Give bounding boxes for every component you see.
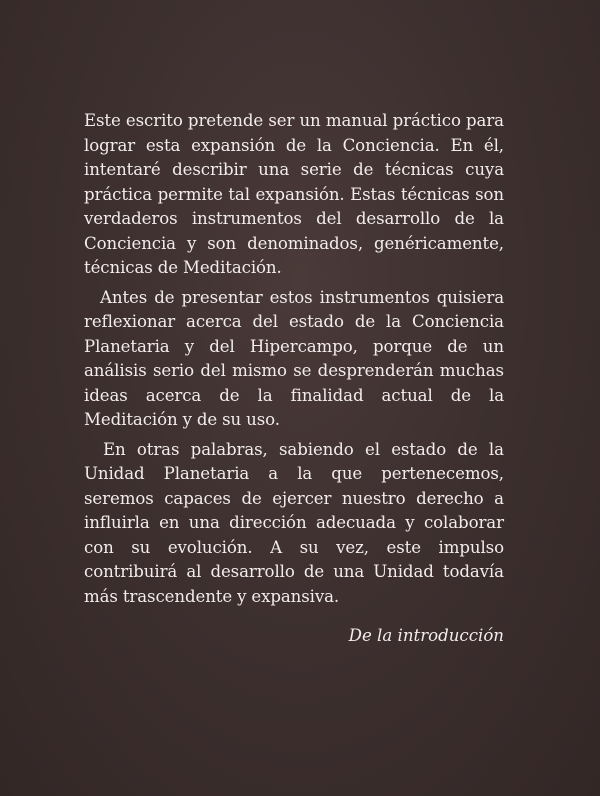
word: son — [475, 184, 504, 204]
word: Conciencia. — [342, 135, 440, 155]
text-line — [84, 207, 504, 232]
word: En — [103, 439, 126, 459]
word: acerca — [186, 312, 242, 331]
word: un — [482, 336, 504, 356]
word: Este — [84, 111, 121, 130]
word: trascendente — [122, 586, 233, 606]
word: de — [454, 209, 475, 228]
word: estado — [288, 312, 344, 331]
word: Meditación. — [182, 258, 282, 277]
word: de — [447, 336, 468, 356]
word: su — [131, 537, 151, 557]
word: cuya — [465, 160, 504, 179]
text-line — [84, 232, 504, 257]
word: al — [186, 562, 202, 581]
word: del — [209, 336, 235, 356]
word: dirección — [229, 513, 307, 532]
word: más — [84, 586, 118, 606]
word: Meditación — [84, 410, 178, 429]
word: instrumentos — [191, 209, 302, 228]
word: la — [488, 439, 504, 459]
word: esta — [145, 135, 181, 155]
word: a — [494, 488, 504, 508]
word: expansión. — [255, 184, 345, 204]
word: el — [364, 439, 380, 459]
word: de — [154, 287, 175, 307]
word: sabiendo — [279, 439, 354, 459]
text-line — [84, 183, 504, 208]
text-line — [84, 585, 504, 610]
word: palabras, — [190, 439, 268, 459]
text-line — [84, 256, 504, 281]
word: de — [241, 488, 262, 508]
word: él, — [483, 135, 504, 155]
word: ejercer — [272, 488, 332, 508]
word: una — [188, 513, 220, 532]
text-line — [84, 310, 504, 335]
word: colaborar — [423, 513, 504, 532]
word: un — [299, 111, 321, 130]
word: serie — [300, 160, 342, 179]
text-line — [84, 286, 504, 311]
word: ser — [268, 111, 295, 130]
word: acerca — [145, 385, 202, 405]
text-line — [84, 462, 504, 487]
text-line — [84, 335, 504, 360]
word: su — [222, 410, 242, 429]
word: porque — [373, 336, 433, 356]
word: en — [159, 513, 180, 532]
text-line — [84, 158, 504, 183]
word: intentaré — [84, 160, 161, 179]
text-line — [84, 384, 504, 409]
word: de — [285, 135, 307, 155]
text-line — [84, 134, 504, 159]
word: y — [182, 410, 192, 429]
word: Unidad — [84, 464, 145, 483]
word: genéricamente, — [374, 233, 504, 253]
word: estos — [269, 287, 313, 307]
word: práctica — [84, 184, 153, 204]
text-line — [84, 536, 504, 561]
word: actual — [381, 385, 433, 405]
word: adecuada — [315, 513, 396, 532]
word: Planetaria — [163, 464, 250, 483]
word: muchas — [439, 361, 504, 380]
word: presentar — [181, 287, 263, 307]
word: Antes — [100, 287, 148, 307]
word: contribuirá — [84, 562, 178, 581]
word: A — [270, 537, 282, 557]
word: ideas — [84, 385, 128, 405]
word: tal — [228, 184, 250, 204]
word: manual — [325, 111, 388, 130]
word: práctico — [392, 111, 461, 130]
word: expansiva. — [251, 586, 340, 606]
paragraph-1 — [84, 109, 504, 281]
word: la — [386, 312, 402, 331]
word: otras — [136, 439, 180, 459]
body-text — [84, 109, 504, 609]
word: de — [196, 410, 218, 429]
word: vez, — [336, 537, 369, 557]
word: son — [207, 233, 237, 253]
word: desprenderán — [317, 361, 434, 380]
word: la — [316, 135, 332, 155]
word: y — [184, 336, 195, 356]
word: impulso — [438, 537, 504, 557]
word: pretende — [187, 111, 264, 130]
word: evolución. — [167, 537, 253, 557]
text-line — [84, 487, 504, 512]
word: desarrollo — [355, 209, 441, 228]
word: del — [252, 312, 278, 331]
word: En — [450, 135, 474, 155]
text-line — [84, 109, 504, 134]
word: técnicas — [384, 160, 454, 179]
word: este — [386, 537, 421, 557]
word: que — [331, 464, 363, 483]
word: serio — [152, 361, 195, 380]
text-line — [84, 359, 504, 384]
word: reflexionar — [84, 312, 176, 331]
text-line — [84, 408, 504, 433]
text-line — [84, 511, 504, 536]
word: lograr — [84, 135, 136, 155]
word: de — [219, 385, 240, 405]
word: instrumentos — [319, 287, 430, 307]
word: y — [186, 233, 197, 253]
word: de — [157, 258, 178, 277]
word: a — [268, 464, 279, 483]
word: una — [258, 160, 290, 179]
word: influirla — [84, 513, 150, 532]
word: de — [303, 562, 325, 581]
word: derecho — [416, 488, 484, 508]
attribution: De la introducción — [348, 626, 504, 645]
word: estado — [391, 439, 447, 459]
word: desarrollo — [210, 562, 295, 581]
word: una — [333, 562, 365, 581]
word: análisis — [84, 361, 147, 380]
word: Unidad — [373, 562, 434, 581]
word: describir — [172, 160, 247, 179]
word: Estas — [350, 184, 396, 204]
word: finalidad — [290, 385, 364, 405]
word: expansión — [191, 135, 276, 155]
word: pertenecemos, — [381, 464, 504, 483]
word: para — [466, 111, 504, 130]
word: Conciencia — [411, 312, 504, 331]
word: de — [353, 160, 374, 179]
paragraph-3 — [84, 438, 504, 610]
word: de — [450, 385, 471, 405]
word: la — [488, 385, 504, 405]
word: denominados, — [247, 233, 364, 253]
word: técnicas — [400, 184, 470, 204]
word: verdaderos — [84, 209, 178, 228]
word: del — [200, 361, 226, 380]
word: Conciencia — [84, 233, 176, 253]
word: su — [299, 537, 319, 557]
word: capaces — [164, 488, 231, 508]
paragraph-2 — [84, 286, 504, 433]
word: y — [237, 586, 247, 606]
word: del — [316, 209, 342, 228]
word: todavía — [442, 562, 504, 581]
word: uso. — [246, 410, 280, 429]
word: Planetaria — [84, 336, 170, 356]
word: la — [488, 209, 504, 228]
word: nuestro — [341, 488, 406, 508]
word: de — [354, 312, 376, 331]
word: con — [84, 537, 114, 557]
word: la — [257, 385, 273, 405]
word: mismo — [232, 361, 287, 380]
word: y — [405, 513, 415, 532]
word: seremos — [84, 488, 154, 508]
word: técnicas — [84, 258, 153, 277]
word: Hipercampo, — [249, 336, 358, 356]
word: escrito — [125, 111, 183, 130]
word: permite — [157, 184, 223, 204]
text-line — [84, 438, 504, 463]
word: la — [297, 464, 313, 483]
word: de — [457, 439, 478, 459]
word: se — [293, 361, 312, 380]
text-line — [84, 560, 504, 585]
word: quisiera — [436, 287, 504, 307]
